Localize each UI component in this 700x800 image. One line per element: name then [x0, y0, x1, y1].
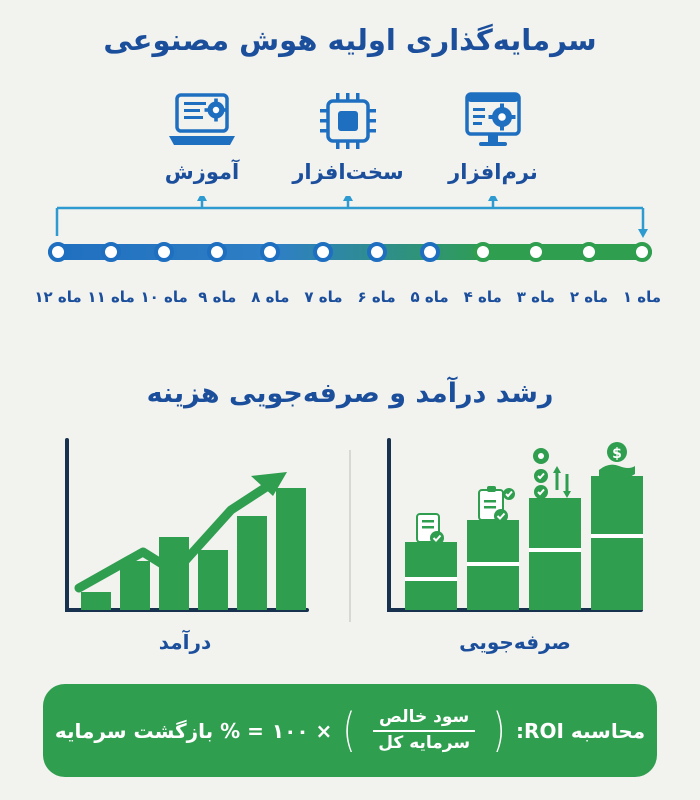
icon-block-training — [137, 86, 267, 184]
icon-label-hardware: سخت‌افزار — [292, 160, 404, 184]
roi-fraction — [366, 708, 482, 753]
icon-block-hardware — [283, 86, 413, 184]
timeline-month-label: ماه ۱۰ — [140, 288, 188, 306]
process-arrows-icon — [533, 448, 571, 499]
section-2-title: رشد درآمد و صرفه‌جویی هزینه — [146, 378, 554, 409]
timeline-month-label: ماه ۱۱ — [87, 288, 135, 306]
revenue-chart-caption: درآمد — [158, 630, 212, 654]
roi-multiplier: × ۱۰۰ — [271, 718, 333, 743]
section-1-title: سرمایه‌گذاری اولیه هوش مصنوعی — [103, 23, 597, 57]
timeline-node — [420, 242, 440, 262]
timeline-month-label: ماه ۸ — [251, 288, 290, 306]
icon-block-software — [428, 86, 558, 184]
icon-label-training: آموزش — [164, 160, 240, 184]
timeline-node — [367, 242, 387, 262]
timeline-node — [526, 242, 546, 262]
monitor-gear-icon — [428, 86, 558, 156]
svg-text:$: $ — [612, 446, 622, 462]
hand-money-icon — [599, 442, 635, 480]
savings-chart-caption: صرفه‌جویی — [459, 630, 571, 654]
savings-chart — [365, 432, 665, 632]
laptop-gear-icon — [137, 86, 267, 156]
roi-formula-box — [43, 684, 657, 777]
initial-investment-icons — [0, 86, 700, 196]
timeline-node — [473, 242, 493, 262]
charts-divider — [349, 450, 351, 622]
icon-label-software: نرم‌افزار — [448, 160, 538, 184]
timeline-month-label: ماه ۹ — [198, 288, 237, 306]
timeline-bar — [48, 244, 652, 260]
clipboard-check-icon — [479, 486, 515, 523]
document-check-icon — [417, 514, 444, 545]
timeline-node — [101, 242, 121, 262]
charts-row — [0, 432, 700, 662]
roi-paren-open: ( — [492, 703, 506, 758]
timeline-month-label: ماه ۱۲ — [34, 288, 82, 306]
timeline-node — [48, 242, 68, 262]
roi-denominator: سرمایه کل — [378, 732, 471, 753]
roi-label: محاسبه ROI: — [516, 718, 646, 743]
timeline-month-label: ماه ۶ — [357, 288, 396, 306]
timeline-month-labels — [0, 288, 700, 318]
timeline-node — [579, 242, 599, 262]
roi-result: = % بازگشت سرمایه — [54, 718, 264, 743]
timeline-month-label: ماه ۴ — [463, 288, 502, 306]
revenue-chart — [35, 432, 335, 632]
timeline-month-label: ماه ۳ — [516, 288, 555, 306]
timeline-month-label: ماه ۵ — [410, 288, 449, 306]
roi-numerator: سود خالص — [373, 708, 475, 732]
roi-formula — [43, 684, 657, 777]
timeline — [0, 236, 700, 276]
roi-paren-close: ) — [342, 703, 356, 758]
timeline-month-label: ماه ۷ — [304, 288, 343, 306]
timeline-month-label: ماه ۱ — [622, 288, 662, 306]
timeline-month-label: ماه ۲ — [569, 288, 608, 306]
chip-icon — [283, 86, 413, 156]
timeline-node — [632, 242, 652, 262]
